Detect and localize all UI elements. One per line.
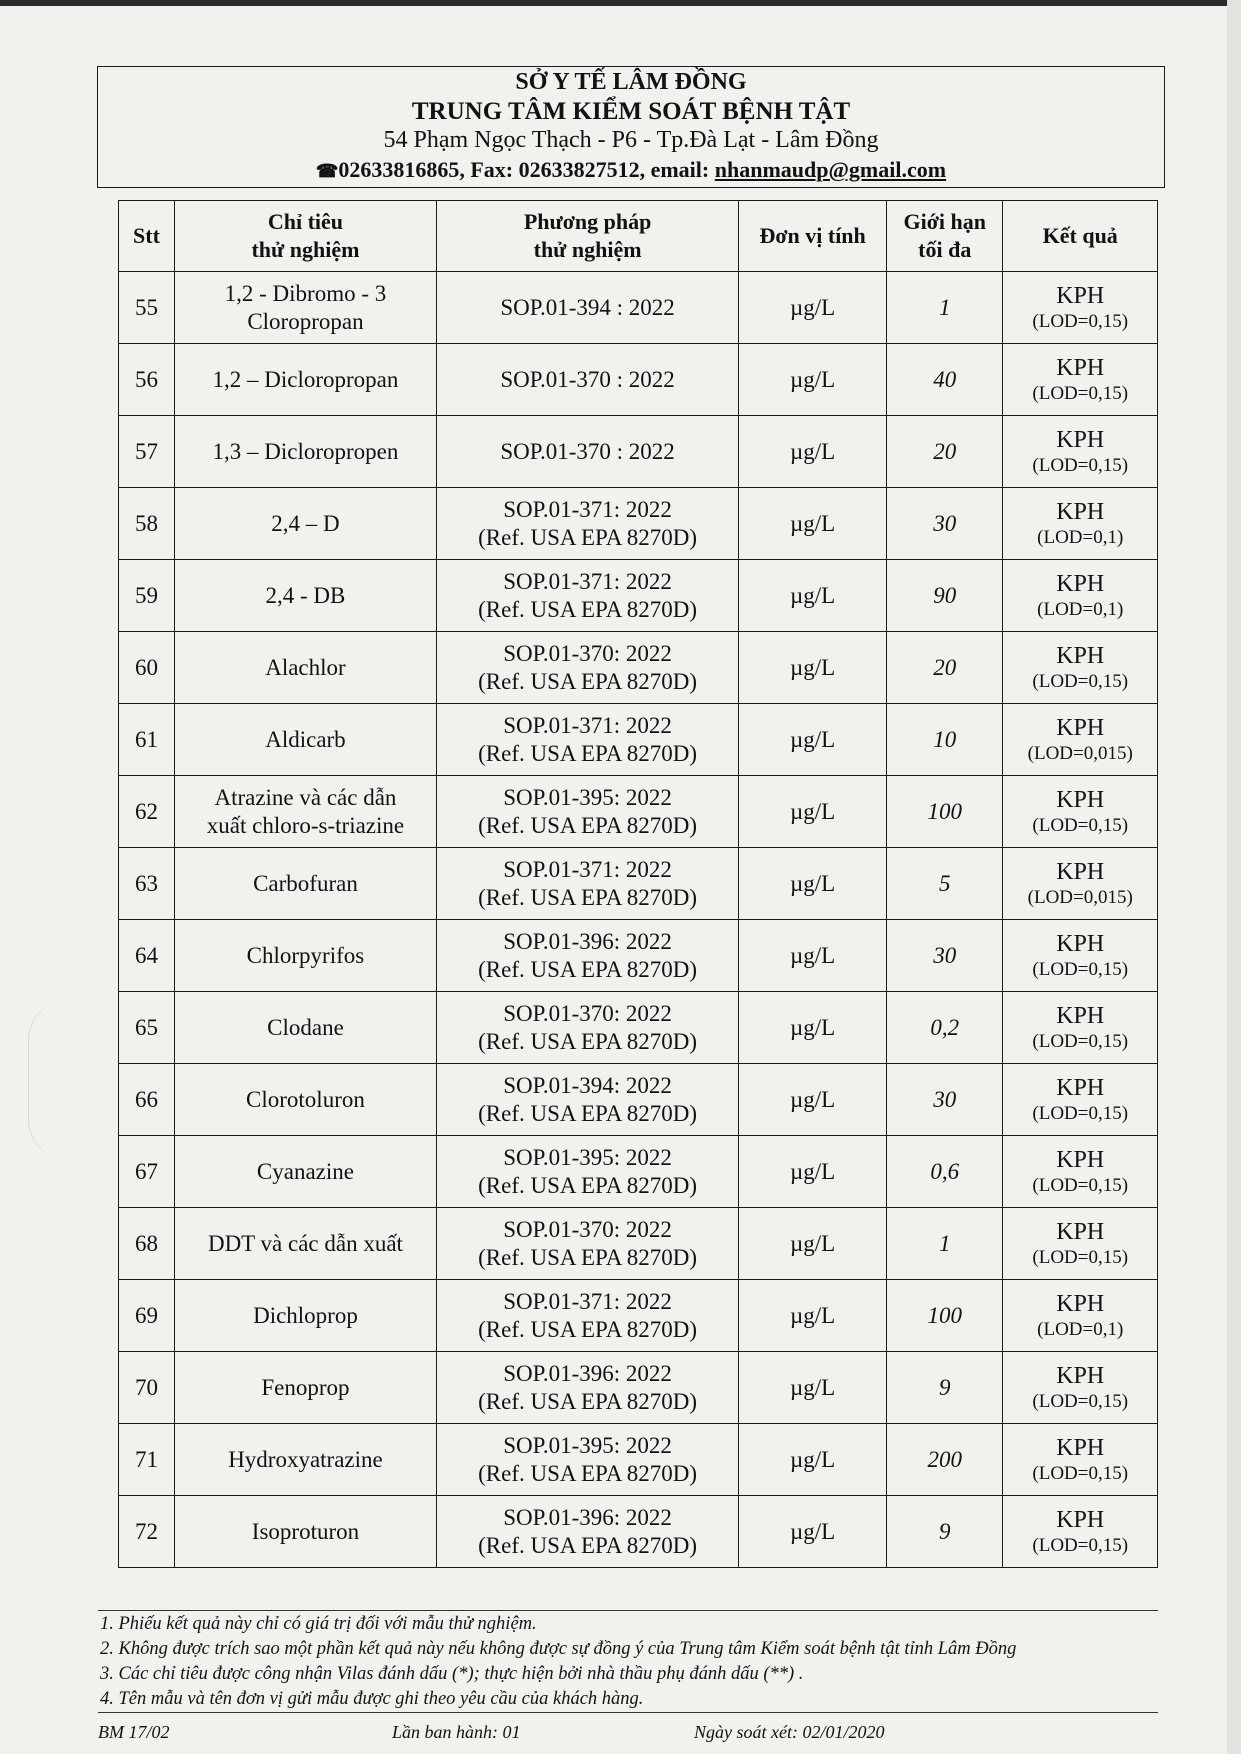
result-lod: (LOD=0,15) [1032, 670, 1129, 692]
row-method: SOP.01-370 : 2022 [436, 344, 738, 416]
result-value: KPH [1056, 1002, 1105, 1029]
notes [100, 1612, 1160, 1712]
row-parameter: 1,2 - Dibromo - 3 Cloropropan [174, 272, 436, 344]
row-method: SOP.01-371: 2022 (Ref. USA EPA 8270D) [436, 848, 738, 920]
result-value: KPH [1056, 1218, 1105, 1245]
result-value: KPH [1056, 1506, 1105, 1533]
result-lod: (LOD=0,1) [1037, 1318, 1124, 1340]
footer [98, 1722, 1158, 1748]
table-row [119, 704, 1158, 776]
table-row [119, 776, 1158, 848]
row-unit: µg/L [739, 344, 887, 416]
letterhead [97, 66, 1165, 188]
result-lod: (LOD=0,15) [1032, 310, 1129, 332]
row-stt: 57 [119, 416, 175, 488]
row-parameter: Dichloprop [174, 1280, 436, 1352]
result-value: KPH [1056, 354, 1105, 381]
row-method: SOP.01-396: 2022 (Ref. USA EPA 8270D) [436, 1352, 738, 1424]
row-limit: 9 [887, 1352, 1003, 1424]
row-limit: 1 [887, 272, 1003, 344]
row-method: SOP.01-370: 2022 (Ref. USA EPA 8270D) [436, 992, 738, 1064]
center-name: TRUNG TÂM KIỂM SOÁT BỆNH TẬT [411, 98, 851, 125]
row-limit: 30 [887, 488, 1003, 560]
result-value: KPH [1056, 930, 1105, 957]
row-unit: µg/L [739, 920, 887, 992]
col-header-stt: Stt [119, 201, 175, 272]
result-value: KPH [1056, 858, 1105, 885]
result-value: KPH [1056, 1434, 1105, 1461]
contact-line [98, 155, 1164, 186]
table-row [119, 1352, 1158, 1424]
table-row [119, 560, 1158, 632]
row-stt: 71 [119, 1424, 175, 1496]
row-stt: 69 [119, 1280, 175, 1352]
row-parameter: 1,3 – Dicloropropen [174, 416, 436, 488]
row-result [1003, 992, 1158, 1064]
contact-text: 02633816865, Fax: 02633827512, email: [338, 157, 715, 182]
row-result [1003, 920, 1158, 992]
result-lod: (LOD=0,15) [1032, 1102, 1129, 1124]
note-item: 2. Không được trích sao một phần kết quả này nếu không được sự đồng ý của Trung tâm Kiểm soát bệnh tật tỉnh Lâm Đồng [100, 1639, 1017, 1659]
row-result [1003, 488, 1158, 560]
row-unit: µg/L [739, 1352, 887, 1424]
row-method: SOP.01-395: 2022 (Ref. USA EPA 8270D) [436, 776, 738, 848]
result-value: KPH [1056, 1074, 1105, 1101]
col-header-unit: Đơn vị tính [739, 201, 887, 272]
result-value: KPH [1056, 642, 1105, 669]
table-row [119, 848, 1158, 920]
row-result [1003, 560, 1158, 632]
row-unit: µg/L [739, 632, 887, 704]
row-unit: µg/L [739, 1064, 887, 1136]
row-limit: 10 [887, 704, 1003, 776]
result-lod: (LOD=0,15) [1032, 1030, 1129, 1052]
row-parameter: 1,2 – Dicloropropan [174, 344, 436, 416]
result-lod: (LOD=0,15) [1032, 1246, 1129, 1268]
row-limit: 100 [887, 776, 1003, 848]
table-row [119, 1424, 1158, 1496]
row-unit: µg/L [739, 704, 887, 776]
table-row [119, 1208, 1158, 1280]
row-unit: µg/L [739, 1496, 887, 1568]
table-row [119, 1064, 1158, 1136]
row-stt: 59 [119, 560, 175, 632]
note-item: 1. Phiếu kết quả này chỉ có giá trị đối với mẫu thử nghiệm. [100, 1614, 537, 1634]
row-method: SOP.01-371: 2022 (Ref. USA EPA 8270D) [436, 1280, 738, 1352]
row-parameter: Fenoprop [174, 1352, 436, 1424]
row-method: SOP.01-371: 2022 (Ref. USA EPA 8270D) [436, 704, 738, 776]
row-result [1003, 1352, 1158, 1424]
email-link[interactable]: nhanmaudp@gmail.com [714, 157, 947, 182]
row-unit: µg/L [739, 776, 887, 848]
row-limit: 9 [887, 1496, 1003, 1568]
row-unit: µg/L [739, 488, 887, 560]
row-parameter: Cyanazine [174, 1136, 436, 1208]
result-lod: (LOD=0,15) [1032, 1462, 1129, 1484]
row-result [1003, 704, 1158, 776]
result-value: KPH [1056, 1290, 1105, 1317]
row-stt: 68 [119, 1208, 175, 1280]
row-limit: 30 [887, 920, 1003, 992]
row-parameter: 2,4 - DB [174, 560, 436, 632]
row-limit: 0,2 [887, 992, 1003, 1064]
table-row [119, 920, 1158, 992]
row-method: SOP.01-396: 2022 (Ref. USA EPA 8270D) [436, 1496, 738, 1568]
table-row [119, 488, 1158, 560]
result-lod: (LOD=0,015) [1027, 886, 1133, 908]
table-row [119, 632, 1158, 704]
review-date: Ngày soát xét: 02/01/2020 [694, 1722, 885, 1742]
footer-divider [98, 1712, 1158, 1713]
row-limit: 90 [887, 560, 1003, 632]
row-parameter: Aldicarb [174, 704, 436, 776]
row-parameter: 2,4 – D [174, 488, 436, 560]
row-parameter: Clorotoluron [174, 1064, 436, 1136]
row-stt: 58 [119, 488, 175, 560]
row-method: SOP.01-370: 2022 (Ref. USA EPA 8270D) [436, 632, 738, 704]
row-limit: 1 [887, 1208, 1003, 1280]
row-parameter: Clodane [174, 992, 436, 1064]
row-stt: 63 [119, 848, 175, 920]
row-parameter: Hydroxyatrazine [174, 1424, 436, 1496]
row-result [1003, 1208, 1158, 1280]
row-stt: 72 [119, 1496, 175, 1568]
row-method: SOP.01-395: 2022 (Ref. USA EPA 8270D) [436, 1136, 738, 1208]
row-result [1003, 1280, 1158, 1352]
phone-icon: ☎ [315, 161, 339, 181]
result-lod: (LOD=0,15) [1032, 454, 1129, 476]
result-lod: (LOD=0,1) [1037, 598, 1124, 620]
result-value: KPH [1056, 714, 1105, 741]
row-stt: 65 [119, 992, 175, 1064]
issue-number: Lần ban hành: 01 [392, 1722, 521, 1742]
row-limit: 200 [887, 1424, 1003, 1496]
department-name: SỞ Y TẾ LÂM ĐỒNG [515, 69, 747, 95]
result-value: KPH [1056, 1362, 1105, 1389]
result-value: KPH [1056, 570, 1105, 597]
row-stt: 70 [119, 1352, 175, 1424]
row-result [1003, 344, 1158, 416]
row-stt: 66 [119, 1064, 175, 1136]
row-unit: µg/L [739, 992, 887, 1064]
note-item: 4. Tên mẫu và tên đơn vị gửi mẫu được ghi theo yêu cầu của khách hàng. [100, 1689, 644, 1709]
form-code: BM 17/02 [98, 1722, 170, 1742]
row-stt: 67 [119, 1136, 175, 1208]
page-top-edge [0, 0, 1241, 6]
row-unit: µg/L [739, 272, 887, 344]
row-stt: 62 [119, 776, 175, 848]
row-parameter: Isoproturon [174, 1496, 436, 1568]
row-stt: 60 [119, 632, 175, 704]
result-value: KPH [1056, 786, 1105, 813]
row-unit: µg/L [739, 1208, 887, 1280]
table-row [119, 416, 1158, 488]
row-method: SOP.01-371: 2022 (Ref. USA EPA 8270D) [436, 560, 738, 632]
result-value: KPH [1056, 426, 1105, 453]
result-lod: (LOD=0,15) [1032, 1390, 1129, 1412]
row-method: SOP.01-395: 2022 (Ref. USA EPA 8270D) [436, 1424, 738, 1496]
result-lod: (LOD=0,015) [1027, 742, 1133, 764]
row-method: SOP.01-370 : 2022 [436, 416, 738, 488]
row-parameter: Atrazine và các dẫn xuất chloro-s-triazine [174, 776, 436, 848]
row-result [1003, 848, 1158, 920]
row-limit: 5 [887, 848, 1003, 920]
row-limit: 30 [887, 1064, 1003, 1136]
result-lod: (LOD=0,15) [1032, 382, 1129, 404]
row-result [1003, 272, 1158, 344]
table-row [119, 1280, 1158, 1352]
row-parameter: Alachlor [174, 632, 436, 704]
table-header-row [119, 201, 1158, 272]
row-result [1003, 1136, 1158, 1208]
col-header-method: Phương pháp thử nghiệm [436, 201, 738, 272]
row-method: SOP.01-371: 2022 (Ref. USA EPA 8270D) [436, 488, 738, 560]
table-row [119, 1136, 1158, 1208]
row-unit: µg/L [739, 1280, 887, 1352]
result-value: KPH [1056, 1146, 1105, 1173]
row-limit: 40 [887, 344, 1003, 416]
result-value: KPH [1056, 498, 1105, 525]
result-lod: (LOD=0,15) [1032, 1174, 1129, 1196]
row-result [1003, 416, 1158, 488]
row-method: SOP.01-396: 2022 (Ref. USA EPA 8270D) [436, 920, 738, 992]
row-result [1003, 776, 1158, 848]
row-unit: µg/L [739, 1136, 887, 1208]
row-result [1003, 1496, 1158, 1568]
row-result [1003, 632, 1158, 704]
row-limit: 20 [887, 416, 1003, 488]
result-lod: (LOD=0,1) [1037, 526, 1124, 548]
row-parameter: Chlorpyrifos [174, 920, 436, 992]
row-stt: 61 [119, 704, 175, 776]
row-method: SOP.01-394 : 2022 [436, 272, 738, 344]
col-header-result: Kết quả [1003, 201, 1158, 272]
row-unit: µg/L [739, 416, 887, 488]
result-value: KPH [1056, 282, 1105, 309]
row-limit: 100 [887, 1280, 1003, 1352]
row-result [1003, 1064, 1158, 1136]
row-limit: 20 [887, 632, 1003, 704]
row-result [1003, 1424, 1158, 1496]
table-row [119, 344, 1158, 416]
table-row [119, 992, 1158, 1064]
row-stt: 64 [119, 920, 175, 992]
row-limit: 0,6 [887, 1136, 1003, 1208]
faint-stamp-mark [28, 1000, 99, 1160]
row-method: SOP.01-370: 2022 (Ref. USA EPA 8270D) [436, 1208, 738, 1280]
row-unit: µg/L [739, 848, 887, 920]
notes-divider [98, 1610, 1158, 1611]
note-item: 3. Các chỉ tiêu được công nhận Vilas đánh dấu (*); thực hiện bởi nhà thầu phụ đánh dấu (**) . [100, 1664, 804, 1684]
table-row [119, 1496, 1158, 1568]
address: 54 Phạm Ngọc Thạch - P6 - Tp.Đà Lạt - Lâm Đồng [383, 127, 879, 153]
result-lod: (LOD=0,15) [1032, 1534, 1129, 1556]
row-unit: µg/L [739, 1424, 887, 1496]
table-row [119, 272, 1158, 344]
row-unit: µg/L [739, 560, 887, 632]
col-header-parameter: Chỉ tiêu thử nghiệm [174, 201, 436, 272]
row-parameter: DDT và các dẫn xuất [174, 1208, 436, 1280]
row-stt: 56 [119, 344, 175, 416]
row-parameter: Carbofuran [174, 848, 436, 920]
results-table [118, 200, 1158, 1568]
col-header-limit: Giới hạn tối đa [887, 201, 1003, 272]
page-right-edge [1227, 0, 1241, 1754]
row-method: SOP.01-394: 2022 (Ref. USA EPA 8270D) [436, 1064, 738, 1136]
result-lod: (LOD=0,15) [1032, 958, 1129, 980]
result-lod: (LOD=0,15) [1032, 814, 1129, 836]
row-stt: 55 [119, 272, 175, 344]
